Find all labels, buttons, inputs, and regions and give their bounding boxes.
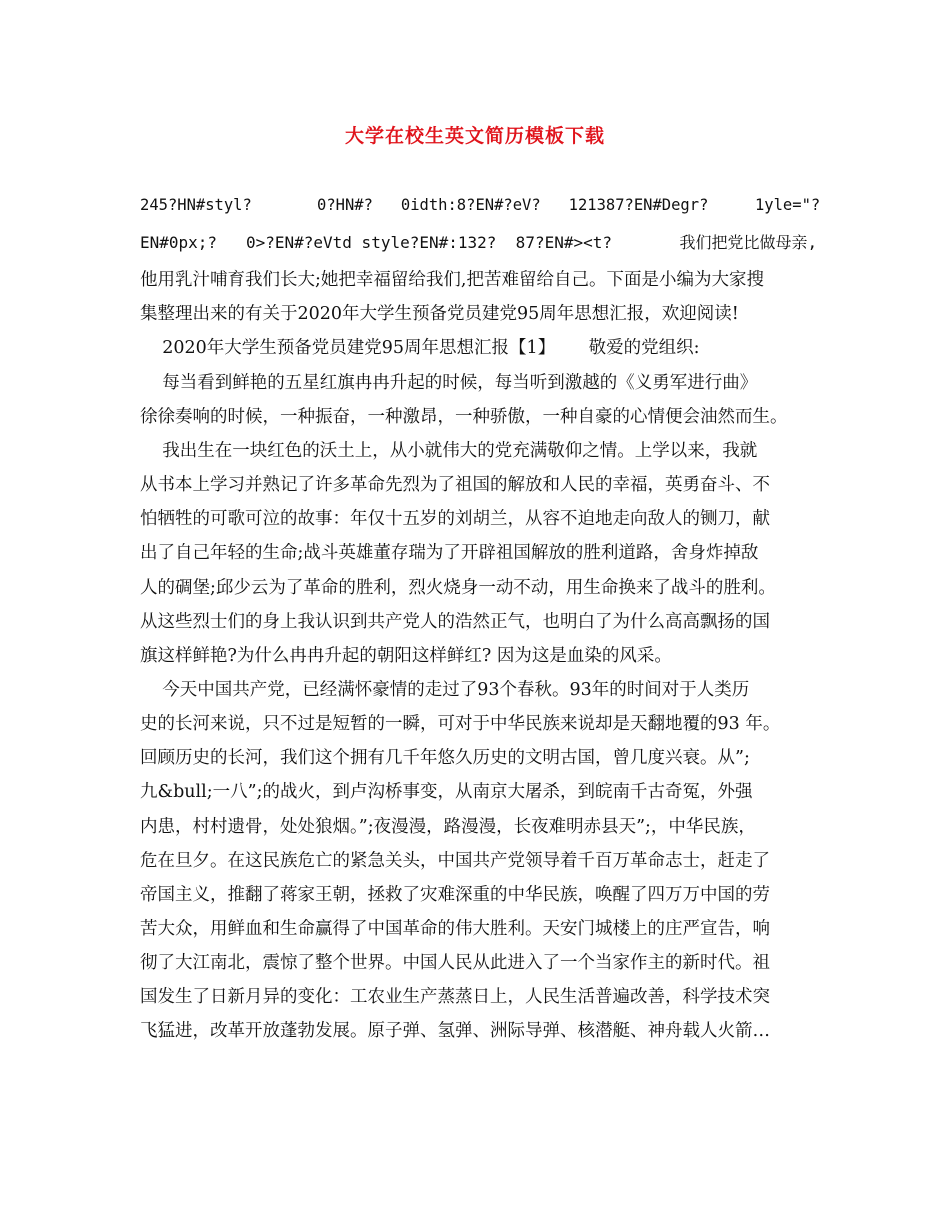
body-line: 彻了大江南北，震惊了整个世界。中国人民从此进入了一个当家作主的新时代。祖 bbox=[140, 953, 770, 973]
body-line: 2020年大学生预备党员建党95周年思想汇报【1】 敬爱的党组织: bbox=[140, 338, 700, 358]
body-line: 他用乳汁哺育我们长大;她把幸福留给我们,把苦难留给自己。下面是小编为大家搜 bbox=[140, 270, 764, 290]
body-line: 飞猛进，改革开放蓬勃发展。原子弹、氢弹、洲际导弹、核潜艇、神舟载人火箭… bbox=[140, 1021, 770, 1041]
body-line: 出了自己年轻的生命;战斗英雄董存瑞为了开辟祖国解放的胜利道路，舍身炸掉敌 bbox=[140, 543, 759, 563]
body-line: 苦大众，用鲜血和生命赢得了中国革命的伟大胜利。天安门城楼上的庄严宣告，响 bbox=[140, 919, 770, 939]
body-line: 内患，村村遗骨，处处狼烟。”;夜漫漫，路漫漫，长夜难明赤县天”;，中华民族， bbox=[140, 817, 756, 837]
body-line: 史的长河来说，只不过是短暂的一瞬，可对于中华民族来说却是天翻地覆的93 年。 bbox=[140, 714, 781, 734]
body-line: 怕牺牲的可歌可泣的故事：年仅十五岁的刘胡兰，从容不迫地走向敌人的铡刀，献 bbox=[140, 509, 770, 529]
body-line: 人的碉堡;邱少云为了革命的胜利，烈火烧身一动不动，用生命换来了战斗的胜利。 bbox=[140, 578, 776, 598]
body-line: 我出生在一块红色的沃土上，从小就伟大的党充满敬仰之情。上学以来，我就 bbox=[140, 441, 758, 461]
body-line: 集整理出来的有关于2020年大学生预备党员建党95周年思想汇报，欢迎阅读! bbox=[140, 304, 739, 324]
body-line: 回顾历史的长河，我们这个拥有几千年悠久历史的文明古国，曾几度兴衰。从”; bbox=[140, 748, 750, 768]
body-line: 今天中国共产党，已经满怀豪情的走过了93个春秋。93年的时间对于人类历 bbox=[140, 680, 750, 700]
body-line: 旗这样鲜艳?为什么冉冉升起的朝阳这样鲜红? 因为这是血染的风采。 bbox=[140, 646, 672, 666]
document-title: 大学在校生英文简历模板下载 bbox=[344, 125, 605, 147]
body-line: EN#0px;? 0>?EN#?eVtd style?EN#:132? 87?EN#><t? 我们把党比做母亲, bbox=[140, 233, 818, 252]
body-line: 每当看到鲜艳的五星红旗冉冉升起的时候，每当听到激越的《义勇军进行曲》 bbox=[140, 373, 758, 393]
body-line: 帝国主义，推翻了蒋家王朝，拯救了灾难深重的中华民族，唤醒了四万万中国的劳 bbox=[140, 885, 770, 905]
body-line: 危在旦夕。在这民族危亡的紧急关头，中国共产党领导着千百万革命志士，赶走了 bbox=[140, 851, 770, 871]
body-line: 国发生了日新月异的变化：工农业生产蒸蒸日上，人民生活普遍改善，科学技术突 bbox=[140, 987, 770, 1007]
body-line: 徐徐奏响的时候，一种振奋，一种激昂，一种骄傲，一种自豪的心情便会油然而生。 bbox=[140, 407, 788, 427]
body-line: 从这些烈士们的身上我认识到共产党人的浩然正气，也明白了为什么高高飘扬的国 bbox=[140, 612, 770, 632]
body-line: 从书本上学习并熟记了许多革命先烈为了祖国的解放和人民的幸福，英勇奋斗、不 bbox=[140, 475, 770, 495]
body-line: 九&bull;一八”;的战火，到卢沟桥事变，从南京大屠杀，到皖南千古奇冤，外强 bbox=[140, 782, 753, 802]
body-line: 245?HN#styl? 0?HN#? 0idth:8?EN#?eV? 121387?EN#Degr? 1yle="? bbox=[140, 195, 821, 214]
